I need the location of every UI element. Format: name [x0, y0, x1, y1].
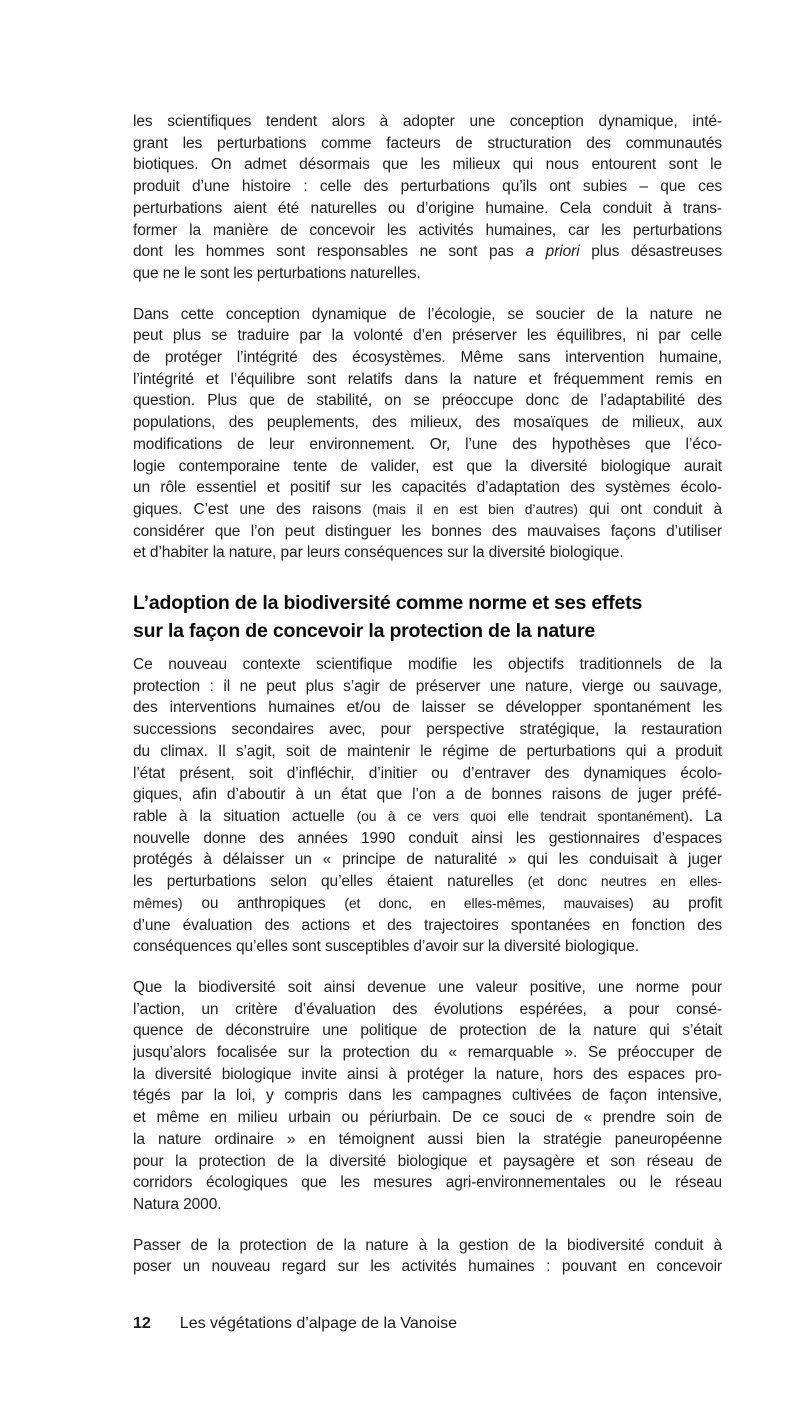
- body-text: qui ont conduit à: [577, 500, 722, 518]
- text-line: [133, 1256, 722, 1278]
- body-text: du climax. Il s’agit, soit de maintenir le régime de perturbations qui a produit: [133, 742, 722, 760]
- body-text: pour la protection de la diversité biologique et paysagère et son réseau de: [133, 1152, 722, 1170]
- body-text: l’intégrité et l’équilibre sont relatifs dans la nature et fréquemment remis en: [133, 370, 722, 388]
- text-line: [133, 369, 722, 391]
- body-text: sur la façon de concevoir la protection de la nature: [133, 620, 596, 643]
- body-text: que ne le sont les perturbations naturelles.: [133, 264, 421, 282]
- parenthetical-text: (et donc, en elles-mêmes, mauvaises): [344, 894, 634, 911]
- paragraph: [133, 111, 722, 285]
- paragraph: [133, 654, 722, 958]
- text-line: [133, 263, 722, 285]
- text-line: [133, 719, 722, 741]
- body-text: protégés à délaisser un « principe de naturalité » qui les conduisait à juger: [133, 851, 722, 869]
- text-line: [133, 915, 722, 937]
- paragraph: [133, 1235, 722, 1278]
- body-text: au profit: [633, 894, 722, 912]
- body-text: perturbations aient été naturelles ou d’origine humaine. Cela conduit à trans-: [133, 199, 722, 217]
- text-line: [133, 347, 722, 369]
- text-line: [133, 521, 722, 543]
- body-text: quence de déconstruire une politique de protection de la nature qui s’était: [133, 1022, 722, 1040]
- body-text: corridors écologiques que les mesures agri-environnementales ou le réseau: [133, 1174, 722, 1192]
- body-text: Que la biodiversité soit ainsi devenue une valeur positive, une norme pour: [133, 978, 722, 996]
- text-line: [133, 477, 722, 499]
- text-line: [133, 1085, 722, 1107]
- body-text: rable à la situation actuelle: [133, 807, 357, 825]
- running-title: Les végétations d’alpage de la Vanoise: [179, 1315, 458, 1332]
- page-number: 12: [133, 1315, 151, 1332]
- text-line: [133, 390, 722, 412]
- text-line: [133, 654, 722, 676]
- body-text: plus désastreuses: [579, 243, 723, 261]
- body-text: grant les perturbations comme facteurs de structuration des communautés: [133, 134, 722, 152]
- body-text: les perturbations selon qu’elles étaient naturelles: [133, 873, 528, 891]
- body-text: l’état présent, soit d’infléchir, d’initier ou d’entraver des dynamiques écolo-: [133, 764, 722, 782]
- body-text: logie contemporaine tente de valider, est que la diversité biologique aurait: [133, 457, 722, 475]
- body-text: . La: [688, 807, 722, 825]
- text-line: [133, 412, 722, 434]
- body-text: former la manière de concevoir les activités humaines, car les perturbations: [133, 221, 722, 239]
- text-line: [133, 697, 722, 719]
- body-text: question. Plus que de stabilité, on se préoccupe donc de l’adaptabilité des: [133, 392, 722, 410]
- body-text: jusqu’alors focalisée sur la protection du « remarquable ». Se préoccuper de: [133, 1044, 722, 1062]
- text-line: [133, 542, 722, 564]
- text-line: [133, 325, 722, 347]
- heading-line: [133, 589, 722, 617]
- text-line: [133, 198, 722, 220]
- body-text: biotiques. On admet désormais que les milieux qui nous entourent sont le: [133, 156, 722, 174]
- body-text: giques, afin d’aboutir à un état que l’on a de bonnes raisons de juger préfé-: [133, 786, 722, 804]
- text-line: [133, 1129, 722, 1151]
- body-text: et d’habiter la nature, par leurs conséquences sur la diversité biologique.: [133, 544, 624, 562]
- paragraph: [133, 977, 722, 1216]
- text-line: [133, 1194, 722, 1216]
- text-line: [133, 806, 722, 828]
- text-line: [133, 456, 722, 478]
- body-text: tégés par la loi, y compris dans les campagnes cultivées de façon intensive,: [133, 1087, 722, 1105]
- text-line: [133, 133, 722, 155]
- italic-text: a priori: [525, 243, 580, 261]
- text-line: [133, 784, 722, 806]
- text-line: [133, 1020, 722, 1042]
- body-text: la diversité biologique invite ainsi à protéger la nature, hors des espaces pro-: [133, 1065, 722, 1083]
- text-line: [133, 154, 722, 176]
- text-line: [133, 1064, 722, 1086]
- body-text: modifications de leur environnement. Or, l’une des hypothèses que l’éco-: [133, 435, 722, 453]
- body-text: considérer que l’on peut distinguer les bonnes des mauvaises façons d’utiliser: [133, 522, 722, 540]
- body-text: ou anthropiques: [182, 894, 345, 912]
- text-line: [133, 176, 722, 198]
- text-line: [133, 1042, 722, 1064]
- body-text: d’une évaluation des actions et des trajectoires spontanées en fonction des: [133, 916, 722, 934]
- body-text: dont les hommes sont responsables ne sont pas: [133, 243, 526, 261]
- body-text: Natura 2000.: [133, 1195, 222, 1213]
- text-line: [133, 241, 722, 263]
- body-text: conséquences qu’elles sont susceptibles d’avoir sur la diversité biologique.: [133, 938, 639, 956]
- body-text: produit d’une histoire : celle des perturbations qu’ils ont subies – que ces: [133, 178, 722, 196]
- body-text: protection : il ne peut plus s’agir de préserver une nature, vierge ou sauvage,: [133, 677, 722, 695]
- text-line: [133, 741, 722, 763]
- text-line: [133, 220, 722, 242]
- body-text: de protéger l’intégrité des écosystèmes. Même sans intervention humaine,: [133, 349, 722, 367]
- text-line: [133, 849, 722, 871]
- body-text: l’action, un critère d’évaluation des évolutions espérées, a pour consé-: [133, 1000, 722, 1018]
- body-text: des interventions humaines et/ou de laisser se développer spontanément les: [133, 699, 722, 717]
- text-line: [133, 499, 722, 521]
- body-text: la nature ordinaire » en témoignent aussi bien la stratégie paneuropéenne: [133, 1130, 722, 1148]
- text-line: [133, 1107, 722, 1129]
- parenthetical-text: (et donc neutres en elles-: [527, 873, 722, 890]
- text-line: [133, 1151, 722, 1173]
- text-line: [133, 977, 722, 999]
- body-text: les scientifiques tendent alors à adopter une conception dynamique, inté-: [133, 113, 722, 130]
- text-line: [133, 763, 722, 785]
- text-line: [133, 936, 722, 958]
- text-line: [133, 871, 722, 893]
- body-text: et même en milieu urbain ou périurbain. De ce souci de « prendre soin de: [133, 1109, 722, 1127]
- text-line: [133, 111, 722, 133]
- text-column: [133, 111, 722, 1297]
- section-heading: [133, 589, 722, 645]
- body-text: L’adoption de la biodiversité comme norme et ses effets: [133, 592, 643, 615]
- page-footer: [133, 1313, 722, 1335]
- text-line: [133, 676, 722, 698]
- parenthetical-text: (mais il en est bien d’autres): [372, 500, 578, 517]
- body-text: poser un nouveau regard sur les activités humaines : pouvant en concevoir: [133, 1258, 722, 1276]
- body-text: peut plus se traduire par la volonté d’en préserver les équilibres, ni par celle: [133, 327, 722, 345]
- body-text: giques. C’est une des raisons: [133, 500, 373, 518]
- text-line: [133, 828, 722, 850]
- text-line: [133, 304, 722, 326]
- heading-line: [133, 617, 722, 645]
- body-text: un rôle essentiel et positif sur les capacités d’adaptation des systèmes écolo-: [133, 479, 722, 497]
- text-line: [133, 999, 722, 1021]
- text-line: [133, 893, 722, 915]
- body-text: populations, des peuplements, des milieux, des mosaïques de milieux, aux: [133, 414, 722, 432]
- body-text: Ce nouveau contexte scientifique modifie les objectifs traditionnels de la: [133, 656, 722, 674]
- paragraph: [133, 304, 722, 564]
- body-text: successions secondaires avec, pour perspective stratégique, la restauration: [133, 721, 722, 739]
- text-line: [133, 1235, 722, 1257]
- body-text: nouvelle donne des années 1990 conduit ainsi les gestionnaires d’espaces: [133, 829, 722, 847]
- body-text: Passer de la protection de la nature à la gestion de la biodiversité conduit à: [133, 1236, 722, 1254]
- text-line: [133, 434, 722, 456]
- parenthetical-text: (ou à ce vers quoi elle tendrait spontanément): [356, 807, 689, 824]
- text-line: [133, 1172, 722, 1194]
- parenthetical-text: mêmes): [133, 894, 183, 911]
- body-text: Dans cette conception dynamique de l’écologie, se soucier de la nature ne: [133, 305, 722, 323]
